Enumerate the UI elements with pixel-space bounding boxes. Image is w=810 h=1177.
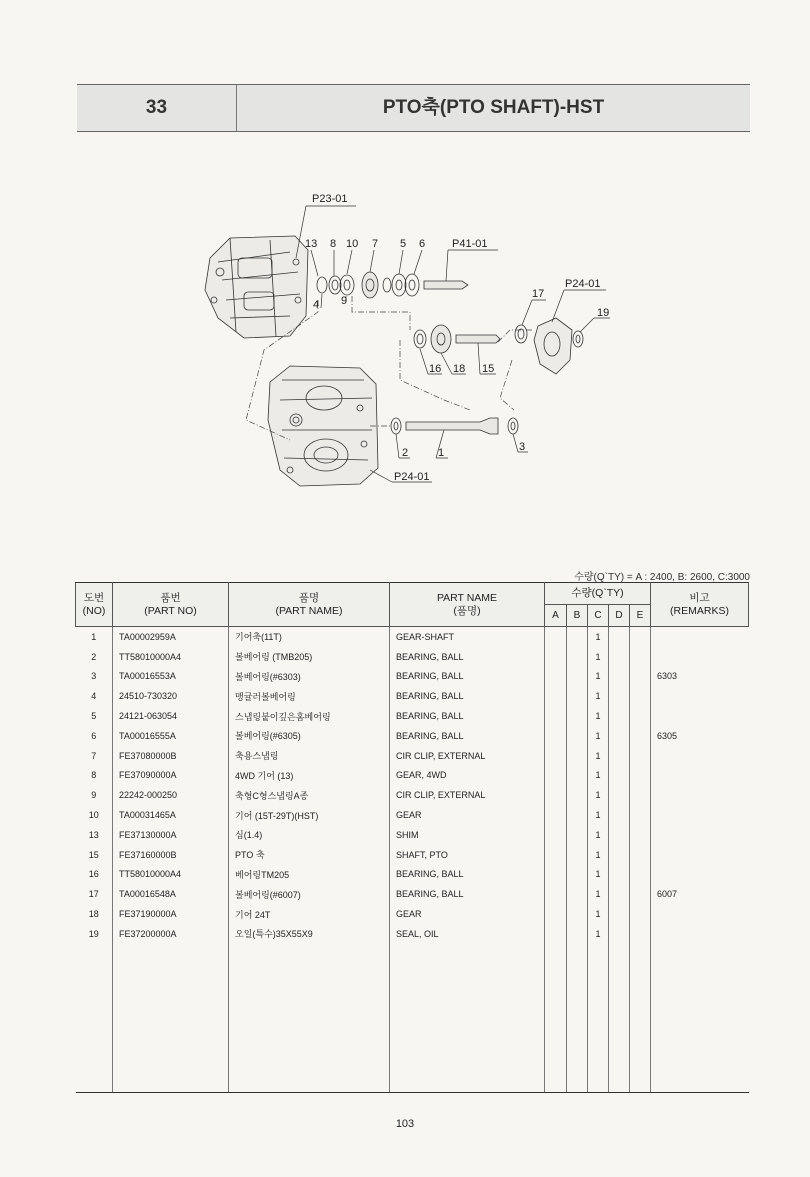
empty-cell [588,944,609,1093]
cell-name-ko: 스냅링붙이깊은홈베어링 [229,706,390,726]
cell-no: 15 [88,849,99,860]
callout-18: 18 [453,363,466,375]
empty-cell [113,944,229,1093]
cell-part-no: FE37130000A [113,825,229,845]
cell-name-en: BEARING, BALL [390,884,545,904]
table-row [76,647,749,667]
table-row [76,686,749,706]
cell-qty-d [609,825,630,845]
col-header-qty-a: A [545,605,567,627]
cell-no: 4 [91,691,97,702]
callout-19: 19 [597,307,610,319]
cell-no: 5 [91,711,97,722]
cell-qty-a [545,686,567,706]
cell-name-ko: 기어 24T [229,904,390,924]
cell-name-en: SEAL, OIL [390,924,545,944]
callout-6: 6 [419,238,426,250]
cell-name-ko: 4WD 기어 (13) [229,766,390,786]
callout-9: 9 [341,295,348,307]
table-row [76,785,749,805]
col-header-qty-b: B [567,605,588,627]
callout-4: 4 [313,299,320,311]
cell-qty-a [545,924,567,944]
cell-qty-e [630,706,651,726]
cell-qty-e [630,865,651,885]
callout-8: 8 [330,238,337,250]
table-row [76,627,749,647]
cell-part-no: TA00016548A [113,884,229,904]
cell-remarks [651,686,749,706]
cell-qty-d [609,766,630,786]
cell-qty-a [545,865,567,885]
cell-no: 9 [91,790,97,801]
cell-remarks [651,845,749,865]
callout-2: 2 [402,447,409,459]
cell-part-no: 22242-000250 [113,785,229,805]
col-header-remarks [651,583,749,627]
cell-part-no: TA00016555A [113,726,229,746]
col-header-part-no-ko: 품번 [160,591,181,604]
cell-qty-d [609,924,630,944]
cell-qty-c: 1 [588,766,609,786]
empty-cell [651,944,749,1093]
cell-qty-c: 1 [588,865,609,885]
col-header-part-no-en: (PART NO) [144,604,197,617]
callout-16: 16 [429,363,442,375]
cell-qty-a [545,825,567,845]
cell-qty-e [630,746,651,766]
col-header-no [76,583,113,627]
cell-qty-a [545,627,567,647]
cell-qty-b [567,865,588,885]
cell-qty-c: 1 [588,924,609,944]
callout-p41-01: P41-01 [452,238,488,250]
cell-remarks [651,766,749,786]
cell-name-ko: 오일(특수)35X55X9 [229,924,390,944]
cell-qty-b [567,746,588,766]
cell-no: 1 [91,631,97,642]
cell-part-no: FE37200000A [113,924,229,944]
cell-name-ko: 기어 (15T-29T)(HST) [229,805,390,825]
cell-qty-a [545,746,567,766]
cell-qty-a [545,805,567,825]
cell-qty-b [567,805,588,825]
col-header-no-en: (NO) [82,604,106,617]
callout-10: 10 [346,238,359,250]
col-header-qty-d: D [609,605,630,627]
cell-name-ko: 볼베어링(#6007) [229,884,390,904]
cell-qty-b [567,766,588,786]
cell-name-en: CIR CLIP, EXTERNAL [390,785,545,805]
cell-no: 19 [88,928,99,939]
empty-cell [630,944,651,1093]
cell-qty-d [609,845,630,865]
empty-cell [609,944,630,1093]
cell-qty-d [609,746,630,766]
table-row [76,805,749,825]
cell-name-en: CIR CLIP, EXTERNAL [390,746,545,766]
cell-qty-a [545,706,567,726]
table-empty-space [76,944,749,1093]
cell-part-no: TA00031465A [113,805,229,825]
cell-no: 2 [91,651,97,662]
cell-qty-c: 1 [588,884,609,904]
cell-name-en: SHAFT, PTO [390,845,545,865]
cell-qty-a [545,667,567,687]
cell-qty-b [567,825,588,845]
cell-qty-b [567,785,588,805]
col-header-qty: 수량(Q`TY) [545,583,651,605]
cell-part-no: 24121-063054 [113,706,229,726]
col-header-qty-e: E [630,605,651,627]
page-number: 103 [395,1118,415,1130]
cell-qty-c: 1 [588,726,609,746]
cell-qty-a [545,845,567,865]
cell-qty-d [609,647,630,667]
cell-name-en: GEAR [390,904,545,924]
cell-part-no: TT58010000A4 [113,647,229,667]
callout-3: 3 [519,441,526,453]
cell-name-en: GEAR-SHAFT [390,627,545,647]
col-header-name-ko: 품명 [298,591,320,604]
cell-qty-d [609,667,630,687]
cell-qty-d [609,865,630,885]
section-title: PTO축(PTO SHAFT)-HST [382,97,605,118]
cell-qty-d [609,686,630,706]
col-header-partname-ko: (품명) [453,604,481,617]
cell-name-en: GEAR, 4WD [390,766,545,786]
parts-table [75,582,749,1093]
cell-remarks [651,924,749,944]
cell-qty-e [630,726,651,746]
cell-qty-b [567,647,588,667]
cell-no: 18 [88,909,99,920]
exploded-view-diagram [0,0,810,560]
empty-cell [229,944,390,1093]
col-header-part-no [113,583,229,627]
col-header-partname-en: PART NAME [436,591,498,604]
empty-cell [390,944,545,1093]
cell-qty-e [630,686,651,706]
table-row [76,884,749,904]
table-row [76,904,749,924]
cell-remarks [651,706,749,726]
cell-qty-a [545,766,567,786]
cell-qty-c: 1 [588,647,609,667]
cell-part-no: 24510-730320 [113,686,229,706]
cell-qty-d [609,785,630,805]
cell-qty-c: 1 [588,785,609,805]
cell-qty-e [630,904,651,924]
cell-part-no: TA00002959A [113,627,229,647]
cell-qty-b [567,924,588,944]
cell-name-ko: 볼베어링 (TMB205) [229,647,390,667]
cell-name-ko: 맹귤러볼베어링 [229,686,390,706]
table-row [76,825,749,845]
table-row [76,667,749,687]
cell-qty-a [545,785,567,805]
cell-qty-b [567,884,588,904]
table-row [76,865,749,885]
cell-qty-c: 1 [588,686,609,706]
cell-qty-c: 1 [588,706,609,726]
cell-part-no: FE37190000A [113,904,229,924]
cell-qty-b [567,627,588,647]
cell-no: 13 [88,829,99,840]
cell-qty-c: 1 [588,904,609,924]
cell-name-ko: 기어축(11T) [229,627,390,647]
cell-name-en: BEARING, BALL [390,865,545,885]
cell-qty-d [609,904,630,924]
table-row [76,726,749,746]
cell-qty-b [567,726,588,746]
cell-remarks [651,785,749,805]
section-number: 33 [77,85,237,131]
cell-qty-a [545,726,567,746]
cell-qty-b [567,686,588,706]
cell-no: 6 [91,730,97,741]
cell-name-en: BEARING, BALL [390,726,545,746]
cell-qty-c: 1 [588,805,609,825]
callout-17: 17 [532,288,545,300]
parts-table-body [76,627,749,1093]
empty-cell [76,944,113,1093]
cell-part-no: FE37090000A [113,766,229,786]
cell-qty-c: 1 [588,667,609,687]
lower-housing-drawing [268,366,378,486]
cell-remarks [651,865,749,885]
cell-part-no: FE37160000B [113,845,229,865]
cell-name-ko: PTO 축 [229,845,390,865]
cell-remarks [651,746,749,766]
callout-p24-01-upper: P24-01 [565,278,601,290]
col-header-qty-c: C [588,605,609,627]
col-header-part-name-ko [229,583,390,627]
cell-qty-e [630,627,651,647]
cell-name-en: BEARING, BALL [390,706,545,726]
cell-no: 8 [91,770,97,781]
cell-part-no: TA00016553A [113,667,229,687]
col-header-remarks-ko: 비고 [689,591,710,604]
cell-name-ko: 축용스냅링 [229,746,390,766]
callout-1: 1 [438,447,445,459]
callout-5: 5 [400,238,407,250]
cell-qty-b [567,667,588,687]
callout-7: 7 [372,238,379,250]
cell-remarks [651,805,749,825]
empty-cell [567,944,588,1093]
cell-part-no: FE37080000B [113,746,229,766]
cell-no: 16 [88,869,99,880]
cell-qty-e [630,667,651,687]
cell-no: 17 [88,889,99,900]
cell-name-en: SHIM [390,825,545,845]
cell-qty-e [630,825,651,845]
callout-p23-01: P23-01 [312,193,348,205]
callout-p24-01-lower: P24-01 [394,471,430,483]
cell-remarks: 6305 [651,726,749,746]
cell-no: 3 [91,671,97,682]
callout-15: 15 [482,363,495,375]
table-row [76,845,749,865]
cell-qty-e [630,766,651,786]
cell-name-en: BEARING, BALL [390,686,545,706]
table-row [76,746,749,766]
cell-remarks [651,627,749,647]
cell-qty-b [567,904,588,924]
table-row [76,924,749,944]
table-row [76,766,749,786]
cell-qty-e [630,647,651,667]
cell-no: 10 [88,810,99,821]
cell-no: 7 [91,750,97,761]
cell-name-ko: 심(1.4) [229,825,390,845]
col-header-remarks-en: (REMARKS) [670,604,729,617]
cell-name-ko: 축형C형스냅링A종 [229,785,390,805]
cell-qty-d [609,805,630,825]
cell-qty-d [609,884,630,904]
table-row [76,706,749,726]
cell-remarks [651,825,749,845]
cell-qty-c: 1 [588,627,609,647]
cell-qty-e [630,805,651,825]
cell-qty-d [609,706,630,726]
cell-qty-a [545,904,567,924]
cell-qty-c: 1 [588,825,609,845]
col-header-part-name-en [390,583,545,627]
cell-remarks [651,904,749,924]
cell-qty-c: 1 [588,746,609,766]
quantity-note: 수량(Q`TY) = A : 2400, B: 2600, C:3000 [574,572,750,583]
col-header-no-ko: 도번 [83,591,105,604]
cell-remarks [651,647,749,667]
cell-name-ko: 볼베어링(#6305) [229,726,390,746]
cell-name-en: GEAR [390,805,545,825]
cell-qty-e [630,924,651,944]
cell-qty-e [630,884,651,904]
cell-qty-e [630,845,651,865]
cell-qty-a [545,647,567,667]
cell-name-en: BEARING, BALL [390,647,545,667]
cell-remarks: 6303 [651,667,749,687]
callout-13: 13 [305,238,318,250]
cell-qty-a [545,884,567,904]
cell-name-ko: 베어링TM205 [229,865,390,885]
cell-qty-d [609,726,630,746]
cell-qty-e [630,785,651,805]
cell-qty-d [609,627,630,647]
cell-name-ko: 볼베어링(#6303) [229,667,390,687]
cell-qty-b [567,845,588,865]
cell-qty-c: 1 [588,845,609,865]
empty-cell [545,944,567,1093]
col-header-name-en: (PART NAME) [275,604,343,617]
cell-remarks: 6007 [651,884,749,904]
upper-housing-drawing [205,236,308,338]
cell-name-en: BEARING, BALL [390,667,545,687]
cell-qty-b [567,706,588,726]
cell-part-no: TT58010000A4 [113,865,229,885]
